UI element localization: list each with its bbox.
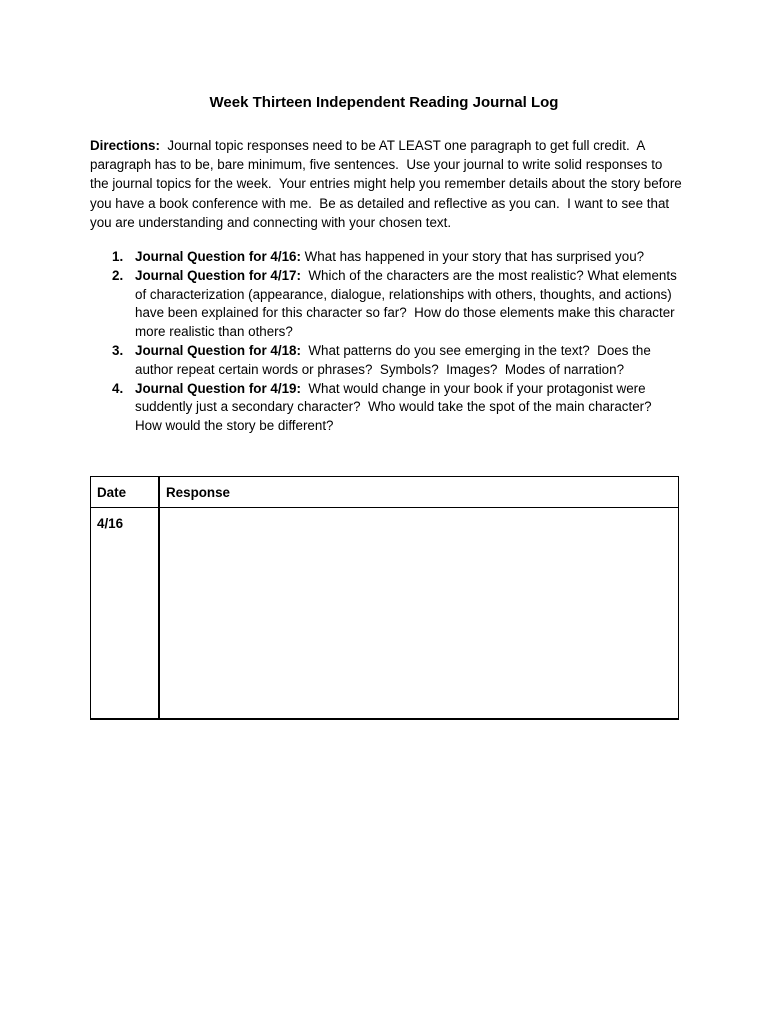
question-number: 2. — [112, 267, 124, 283]
list-item — [90, 248, 682, 267]
question-text: What would change in your book if your protagonist were suddently just a secondary character? Who would take the spot of the main character? How would the story be different? — [135, 380, 660, 434]
directions-text: Journal topic responses need to be AT LEAST one paragraph to get full credit. A paragraph has to be, bare minimum, five sentences. Use your journal to write solid responses to the journal topics for the week. Your entries might help you remember details about the story before you have a book conference with me. Be as detailed and reflective as you can. I want to see that you are understanding and connecting with your chosen text. — [90, 138, 686, 230]
response-column-header: Response — [159, 477, 679, 508]
question-text: What patterns do you see emerging in the text? Does the author repeat certain words or phrases? Symbols? Images? Modes of narration? — [135, 342, 655, 377]
question-text: What has happened in your story that has surprised you? — [300, 249, 645, 264]
list-item — [90, 267, 682, 342]
question-label: Journal Question for 4/18: — [135, 342, 301, 358]
question-number: 1. — [112, 249, 124, 264]
journal-log-table — [90, 476, 679, 720]
question-number: 3. — [112, 342, 124, 358]
directions-label: Directions: — [90, 138, 160, 153]
directions-paragraph — [90, 136, 686, 232]
question-label: Journal Question for 4/19: — [135, 380, 301, 396]
question-label: Journal Question for 4/17: — [135, 267, 301, 283]
page-title: Week Thirteen Independent Reading Journal Log — [209, 94, 559, 111]
date-column-header: Date — [91, 477, 160, 508]
question-label: Journal Question for 4/16: — [135, 249, 301, 264]
question-text: Which of the characters are the most realistic? What elements of characterization (appearance, dialogue, relationships with others, thoughts, and actions) have been explained for this character so far? How do those elements make this character more realistic than others? — [135, 267, 681, 340]
journal-questions-list — [90, 248, 682, 436]
list-item — [90, 342, 682, 380]
table-header-row — [91, 477, 679, 508]
date-cell: 4/16 — [91, 508, 160, 720]
list-item — [90, 380, 682, 436]
table-row — [91, 508, 679, 720]
question-number: 4. — [112, 380, 124, 396]
response-cell[interactable] — [159, 508, 679, 720]
